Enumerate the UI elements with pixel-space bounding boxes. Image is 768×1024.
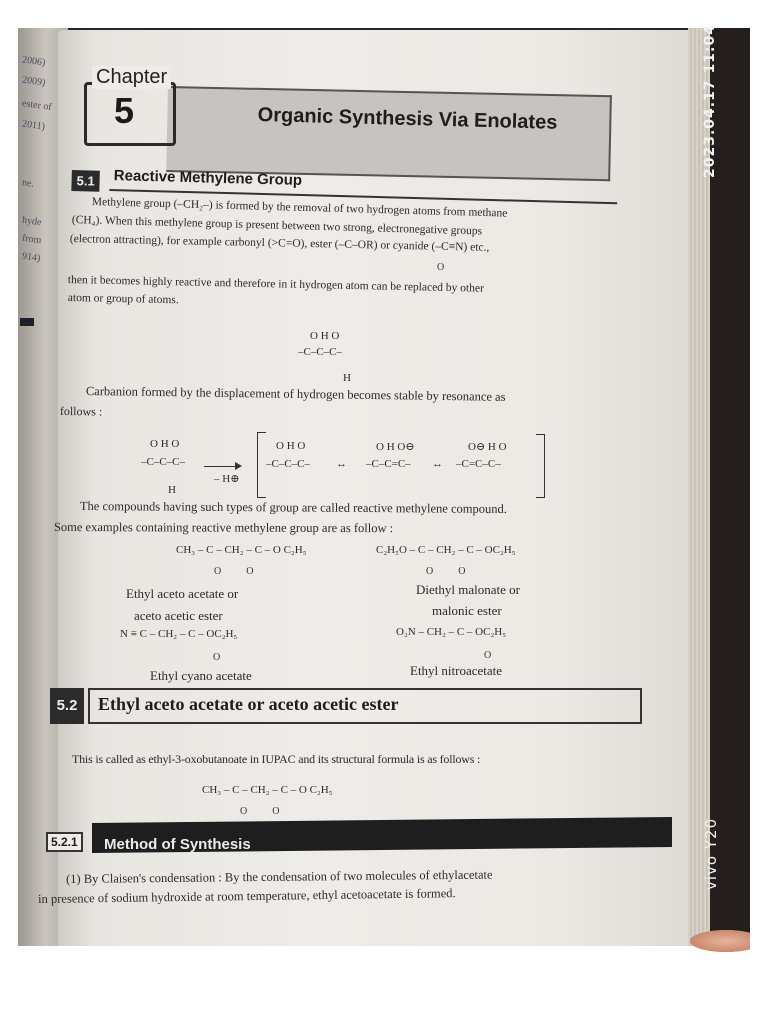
finger-in-photo [690, 930, 750, 952]
structure-top: O H O [310, 330, 340, 342]
chapter-label: Chapter [92, 66, 171, 89]
example-formula: N ≡ C – CH₂ – C – OC₂H₅ [120, 628, 238, 640]
section-title: Method of Synthesis [104, 836, 251, 853]
example-formula: C₂H₅O – C – CH₂ – C – OC₂H₅ [376, 544, 516, 556]
example-name: malonic ester [432, 603, 502, 618]
section-heading-5-2 [50, 688, 640, 724]
ethyl-acetoacetate-formula: CH₃ – C – CH₂ – C – O C₂H₅ [202, 784, 333, 796]
left-fragment: 2006) [21, 54, 46, 69]
paragraph-line: Methylene group (–CH₂–) is formed by the removal of two hydrogen atoms from methane [91, 196, 508, 220]
section-heading-5-2-1 [46, 820, 672, 856]
resonance-form-2-top: O H O⊖ [376, 441, 415, 453]
paragraph-line: (electron attracting), for example carbonyl (>C=O), ester (–C–OR) or cyanide (–C≡N) etc., [69, 233, 490, 254]
chapter-number: 5 [114, 90, 135, 131]
section-number: 5.1 [71, 170, 100, 192]
arrow-label: – H⊕ [214, 473, 240, 485]
example-carbonyl-oxygens: O O [214, 566, 254, 577]
structure-main: –C–C–C– [298, 346, 343, 358]
paragraph-line: then it becomes highly reactive and therefore in it hydrogen atom can be replaced by other [67, 274, 484, 295]
resonance-form-1: –C–C–C– [266, 458, 311, 470]
section-number: 5.2.1 [46, 832, 83, 852]
resonance-form-2: –C–C=C– [366, 458, 411, 470]
structure-bottom: H [343, 372, 351, 384]
section-number: 5.2 [50, 688, 84, 724]
paragraph-line: (1) By Claisen's condensation : By the condensation of two molecules of ethylacetate [66, 867, 493, 886]
example-formula: O₂N – CH₂ – C – OC₂H₅ [396, 626, 507, 638]
paragraph-line: Carbanion formed by the displacement of hydrogen becomes stable by resonance as [85, 384, 506, 404]
example-formula: CH₃ – C – CH₂ – C – O C₂H₅ [176, 544, 307, 556]
bracket-left [257, 432, 266, 498]
left-fragment: from [21, 232, 43, 247]
bracket-right [536, 434, 545, 498]
chapter-title: Organic Synthesis Via Enolates [257, 104, 558, 134]
paragraph-line: in presence of sodium hydroxide at room temperature, ethyl acetoacetate is formed. [38, 886, 456, 906]
paragraph-line: (CH₄). When this methylene group is present between two strong, electronegative groups [71, 214, 483, 238]
paragraph-line: Some examples containing reactive methylene group are as follow : [53, 520, 394, 536]
left-fragment: 914) [21, 250, 42, 265]
paragraph-line: atom or group of atoms. [67, 292, 179, 307]
left-fragment: 2009) [21, 74, 46, 89]
formula-carbonyl-oxygens: O O [240, 806, 280, 817]
photo-timestamp: 2023.04.17 11:04 [702, 23, 718, 178]
example-name: Diethyl malonate or [416, 582, 520, 597]
paragraph-line: The compounds having such types of group are called reactive methylene compound. [79, 499, 507, 516]
paragraph-line: This is called as ethyl-3-oxobutanoate in IUPAC and its structural formula is as follows : [72, 752, 481, 766]
resonance-form-1-top: O H O [276, 440, 306, 452]
chapter-badge [84, 66, 176, 144]
reaction-arrow [204, 466, 240, 467]
example-name: Ethyl aceto acetate or [126, 586, 239, 601]
resonance-form-3-top: O⊖ H O [468, 441, 507, 453]
example-carbonyl-oxygen: O [484, 650, 492, 661]
resonance-start-top: O H O [150, 438, 180, 450]
section-title: Reactive Methylene Group [113, 167, 303, 190]
left-fragment: ester of [21, 97, 53, 114]
resonance-form-3: –C=C–C– [456, 458, 501, 470]
left-fragment: hyde [21, 214, 43, 229]
ester-oxygen: O [437, 262, 445, 273]
left-fragment: 2011) [21, 118, 46, 133]
page-tab-mark [20, 318, 34, 326]
paragraph-line: follows : [59, 404, 103, 419]
example-name: aceto acetic ester [134, 608, 223, 623]
example-carbonyl-oxygens: O O [426, 566, 466, 577]
section-title: Ethyl aceto acetate or aceto acetic ester [98, 694, 399, 714]
resonance-start-bottom: H [168, 484, 176, 496]
resonance-arrow: ↔ [432, 458, 443, 470]
resonance-start-main: –C–C–C– [141, 456, 186, 468]
example-name: Ethyl nitroacetate [410, 663, 503, 678]
example-name: Ethyl cyano acetate [150, 668, 252, 683]
left-fragment: ne. [21, 177, 35, 190]
camera-watermark: vivo Y20 [702, 817, 720, 890]
resonance-arrow: ↔ [336, 458, 347, 470]
example-carbonyl-oxygen: O [213, 652, 221, 663]
